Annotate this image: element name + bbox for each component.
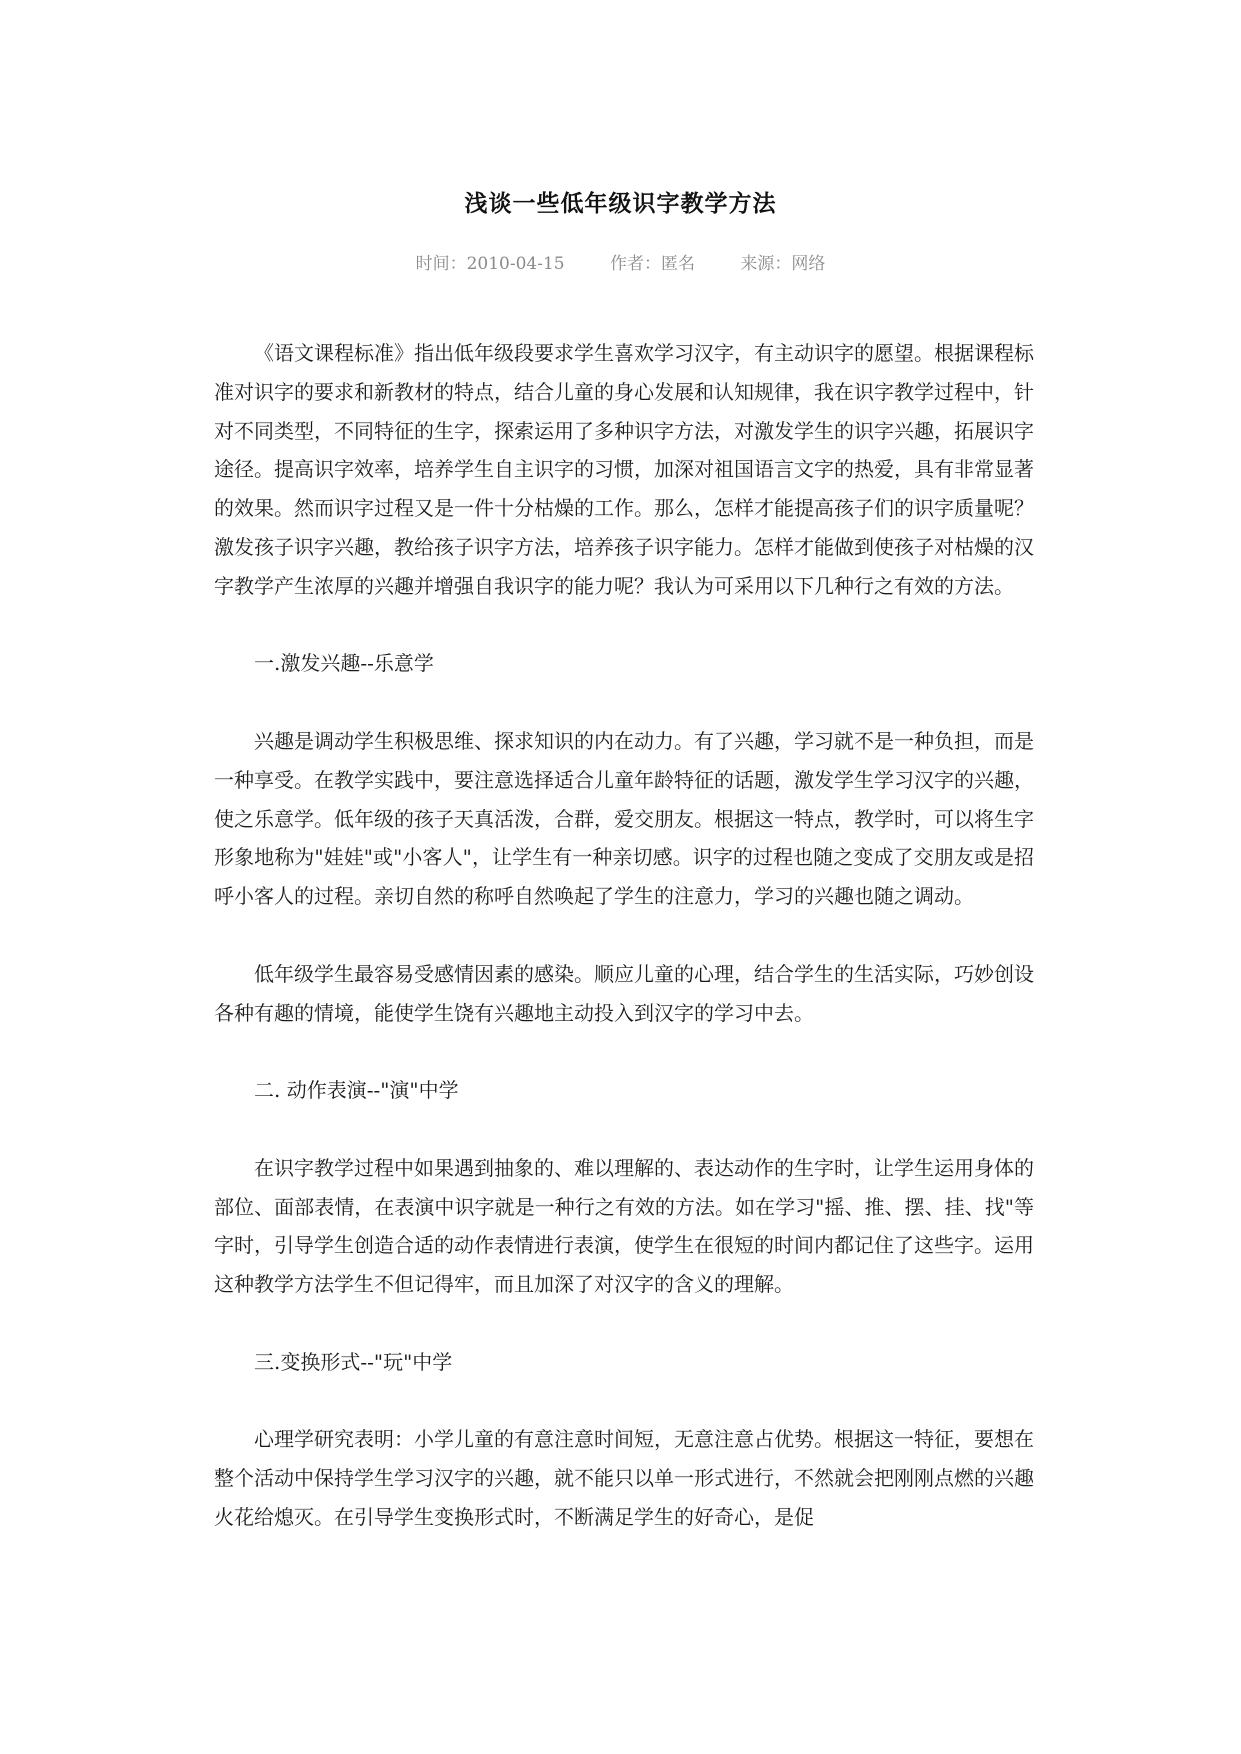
section-heading-2: 二. 动作表演--"演"中学 (254, 1078, 459, 1103)
meta-author: 作者：匿名 (610, 254, 695, 274)
paragraph-section2: 在识字教学过程中如果遇到抽象的、难以理解的、表达动作的生字时，让学生运用身体的部位、面部表情，在表演中识字就是一种行之有效的方法。如在学习"摇、推、摆、挂、找"等字时，引导学生创造合适的动作表情进行表演，使学生在很短的时间内都记住了这些字。运用这种教学方法学生不但记得牢，而且加深了对汉字的含义的理解。 (214, 1155, 1034, 1297)
meta-source: 来源：网络 (740, 254, 826, 274)
paragraph-section1-a: 兴趣是调动学生积极思维、探求知识的内在动力。有了兴趣，学习就不是一种负担，而是一种享受。在教学实践中，要注意选择适合儿童年龄特征的话题，激发学生学习汉字的兴趣，使之乐意学。低年级的孩子天真活泼，合群，爱交朋友。根据这一特点，教学时，可以将生字形象地称为"娃娃"或"小客人"，让学生有一种亲切感。识字的过程也随之变成了交朋友或是招呼小客人的过程。亲切自然的称呼自然唤起了学生的注意力，学习的兴趣也随之调动。 (214, 728, 1034, 909)
article-meta (0, 250, 1241, 278)
meta-time: 时间：2010-04-15 (415, 254, 565, 274)
paragraph-section3: 心理学研究表明：小学儿童的有意注意时间短，无意注意占优势。根据这一特征，要想在整个活动中保持学生学习汉字的兴趣，就不能只以单一形式进行，不然就会把刚刚点燃的兴趣火花给熄灭。在引导学生变换形式时，不断满足学生的好奇心，是促 (214, 1427, 1034, 1529)
article-body (214, 334, 1034, 1576)
paragraph-section1-b: 低年级学生最容易受感情因素的感染。顺应儿童的心理，结合学生的生活实际，巧妙创设各种有趣的情境，能使学生饶有兴趣地主动投入到汉字的学习中去。 (214, 961, 1034, 1025)
section-heading-3: 三.变换形式--"玩"中学 (254, 1349, 453, 1374)
paragraph-intro: 《语文课程标准》指出低年级段要求学生喜欢学习汉字，有主动识字的愿望。根据课程标准对识字的要求和新教材的特点，结合儿童的身心发展和认知规律，我在识字教学过程中，针对不同类型，不同特征的生字，探索运用了多种识字方法，对激发学生的识字兴趣，拓展识字途径。提高识字效率，培养学生自主识字的习惯，加深对祖国语言文字的热爱，具有非常显著的效果。然而识字过程又是一件十分枯燥的工作。那么，怎样才能提高孩子们的识字质量呢？激发孩子识字兴趣，教给孩子识字方法，培养孩子识字能力。怎样才能做到使孩子对枯燥的汉字教学产生浓厚的兴趣并增强自我识字的能力呢？我认为可采用以下几种行之有效的方法。 (214, 341, 1034, 598)
article-title: 浅谈一些低年级识字教学方法 (464, 190, 777, 217)
section-heading-1: 一.激发兴趣--乐意学 (254, 651, 434, 676)
